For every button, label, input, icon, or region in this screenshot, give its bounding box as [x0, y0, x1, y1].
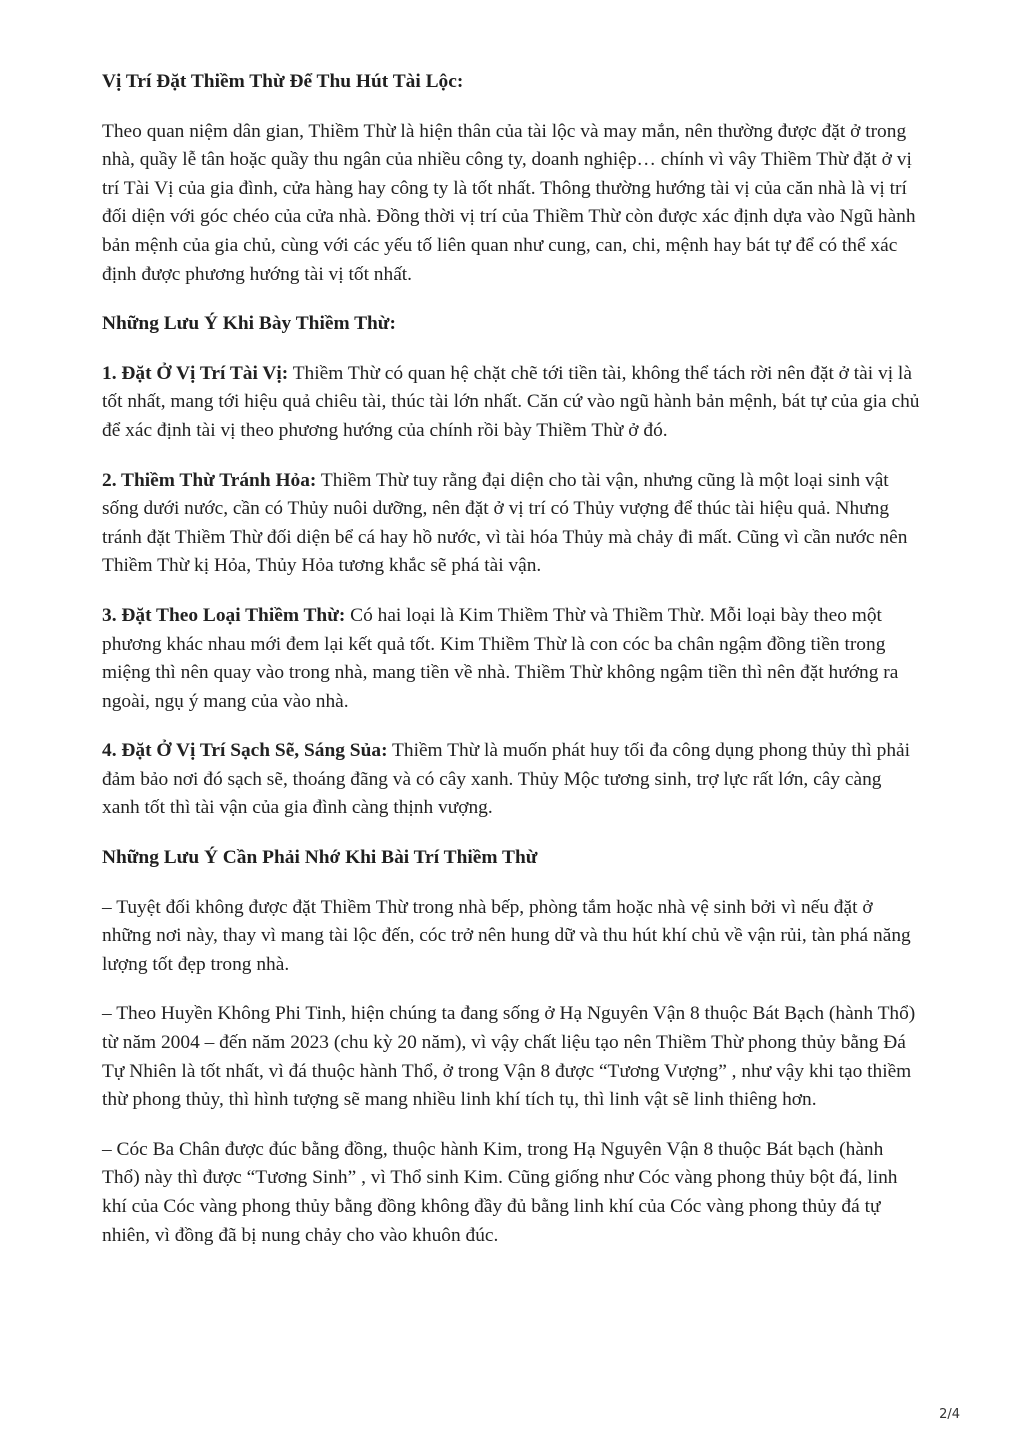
note-item-text: Có hai loại là Kim Thiềm Thừ và Thiềm Thừ. Mỗi loại bày theo một phương khác nhau mới đem lại kết quả tốt. Kim Thiềm Thừ là con cóc ba chân ngậm đồng tiền trong miệng thì nên quay vào trong nhà, mang tiền về nhà. Thiềm Thừ không ngậm tiền thì nên đặt hướng ra ngoài, ngụ ý mang của vào nhà.: [102, 604, 899, 712]
reminder-text: – Tuyệt đối không được đặt Thiềm Thừ trong nhà bếp, phòng tắm hoặc nhà vệ sinh bởi vì nếu đặt ở những nơi này, thay vì mang tài lộc đến, cóc trở nên hung dữ và thu hút khí chủ về vận rủi, tàn phá năng lượng tốt đẹp trong nhà.: [102, 896, 911, 975]
note-item-3: [102, 602, 922, 716]
section-heading-notes: Những Lưu Ý Khi Bày Thiềm Thừ:: [102, 313, 396, 335]
note-item-2: [102, 467, 922, 581]
page-number: 2/4: [939, 1407, 960, 1422]
note-item-title: 1. Đặt Ở Vị Trí Tài Vị:: [102, 362, 289, 384]
paragraph-text: Theo quan niệm dân gian, Thiềm Thừ là hiện thân của tài lộc và may mắn, nên thường được đặt ở trong nhà, quầy lễ tân hoặc quầy thu ngân của nhiều công ty, doanh nghiệp… chính vì vây Thiềm Thừ đặt ở vị trí Tài Vị của gia đình, cửa hàng hay công ty là tốt nhất. Thông thường hướng tài vị của căn nhà là vị trí đối diện với góc chéo của cửa nhà. Đồng thời vị trí của Thiềm Thừ còn được xác định dựa vào Ngũ hành bản mệnh của gia chủ, cùng với các yếu tố liên quan như cung, can, chi, mệnh hay bát tự để có thể xác định được phương hướng tài vị tốt nhất.: [102, 120, 916, 285]
note-item-text: Thiềm Thừ tuy rằng đại diện cho tài vận, nhưng cũng là một loại sinh vật sống dưới nước, cần có Thủy nuôi dưỡng, nên đặt ở vị trí có Thủy vượng để thúc tài hiệu quả. Nhưng tránh đặt Thiềm Thừ đối diện bể cá hay hồ nước, vì tài hóa Thủy mà chảy đi mất. Cũng vì cần nước nên Thiềm Thừ kị Hỏa, Thủy Hỏa tương khắc sẽ phá tài vận.: [102, 469, 908, 577]
reminder-item-1: [102, 894, 922, 980]
reminder-item-2: [102, 1000, 922, 1114]
note-item-text: Thiềm Thừ là muốn phát huy tối đa công dụng phong thủy thì phải đảm bảo nơi đó sạch sẽ, thoáng đãng và có cây xanh. Thủy Mộc tương sinh, trợ lực rất lớn, cây càng xanh tốt thì tài vận của gia đình càng thịnh vượng.: [102, 740, 911, 819]
reminder-text: – Cóc Ba Chân được đúc bằng đồng, thuộc hành Kim, trong Hạ Nguyên Vận 8 thuộc Bát bạch (hành Thổ) này thì được “Tương Sinh” , vì Thổ sinh Kim. Cũng giống như Cóc vàng phong thủy bột đá, linh khí của Cóc vàng phong thủy bằng đồng không đầy đủ bằng linh khí của Cóc vàng phong thủy đá tự nhiên, vì đồng đã bị nung chảy cho vào khuôn đúc.: [102, 1138, 898, 1246]
reminder-text: – Theo Huyền Không Phi Tinh, hiện chúng ta đang sống ở Hạ Nguyên Vận 8 thuộc Bát Bạch (hành Thổ) từ năm 2004 – đến năm 2023 (chu kỳ 20 năm), vì vậy chất liệu tạo nên Thiềm Thừ phong thủy bằng Đá Tự Nhiên là tốt nhất, vì đá thuộc hành Thổ, ở trong Vận 8 được “Tương Vượng” , như vậy khi tạo thiềm thừ phong thủy, thì hình tượng sẽ mang nhiều linh khí tích tụ, thì linh vật sẽ linh thiêng hơn.: [102, 1003, 916, 1111]
reminder-item-3: [102, 1136, 922, 1250]
section-heading-location: Vị Trí Đặt Thiềm Thừ Để Thu Hút Tài Lộc:: [102, 71, 464, 92]
note-item-title: 3. Đặt Theo Loại Thiềm Thừ:: [102, 604, 346, 626]
paragraph-location-intro: [102, 118, 922, 290]
note-item-4: [102, 737, 922, 823]
note-item-1: [102, 360, 922, 446]
article-body: [102, 68, 922, 1271]
note-item-title: 2. Thiềm Thừ Tránh Hỏa:: [102, 469, 317, 491]
section-heading-reminders: Những Lưu Ý Cần Phải Nhớ Khi Bài Trí Thiềm Thừ: [102, 847, 538, 869]
note-item-title: 4. Đặt Ở Vị Trí Sạch Sẽ, Sáng Sủa:: [102, 740, 388, 762]
note-item-text: Thiềm Thừ có quan hệ chặt chẽ tới tiền tài, không thể tách rời nên đặt ở tài vị là tốt nhất, mang tới hiệu quả chiêu tài, thúc tài lớn nhất. Căn cứ vào ngũ hành bản mệnh, bát tự của gia chủ để xác định tài vị theo phương hướng của chính rồi bày Thiềm Thừ ở đó.: [102, 362, 920, 441]
